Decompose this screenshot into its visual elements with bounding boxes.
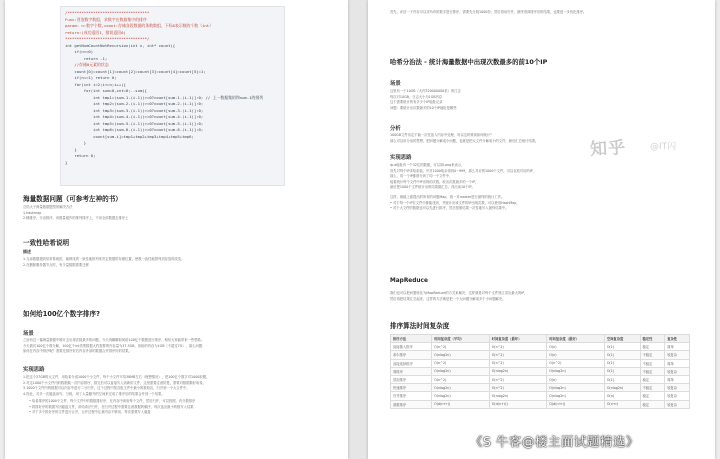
code-line: //存储0元素的状态 [65, 62, 109, 67]
table-cell: 简单 [665, 375, 690, 383]
left-page [5, 0, 348, 459]
table-cell: 稳定 [640, 400, 665, 408]
table-cell: 较复杂 [665, 367, 690, 375]
table-cell: O(n^2) [432, 375, 490, 383]
section-body-scene [23, 338, 335, 355]
table-row [391, 375, 690, 383]
table-row [391, 392, 690, 400]
table-cell: O(d(n+r)) [547, 400, 605, 408]
text-line: 每次对10GB，日志大小为1GB内存 [390, 94, 443, 99]
code-line: count[sum-i]=tmp1+tmp2+tmp3+tmp4+tmp5+tmp6; [65, 133, 194, 139]
code-line: param: n:数字个数,count:存储各段数据的条数数组，下标0表示数的个数（int） [65, 23, 214, 28]
table-cell: O(n^2) [489, 351, 547, 359]
text-line: 2.在删除服务器节点时，有少量数据需要迁移 [23, 262, 89, 267]
text-line: 这里有一个10GB（大约320000000条）的日志 [390, 89, 461, 93]
table-cell: 稳定 [640, 375, 665, 383]
table-cell: 较复杂 [665, 384, 690, 392]
bullet-item: • 哈希排序的1000个文件，每个文件中的数据排好序，在内存中读取每个文件，然后归并，可以按照，有分数排序 [29, 399, 335, 405]
table-cell: O(n) [547, 375, 605, 383]
table-cell: O(n) [547, 351, 605, 359]
code-line: return 0; [65, 153, 96, 158]
table-cell: O(1) [604, 359, 640, 367]
table-row [391, 343, 690, 351]
code-line: return -1; [65, 55, 108, 61]
table-cell: O(nlog2n) [547, 367, 605, 375]
table-cell: O(d(n+r)) [489, 400, 547, 408]
table-cell: O(n^2) [489, 375, 547, 383]
code-block [60, 6, 285, 186]
table-cell: O(n^2) [432, 343, 490, 351]
text-line: 问题：要统计出次数最多的10个IP地址是哪些 [390, 105, 457, 110]
table-cell: O(n^2) [432, 359, 490, 367]
table-cell: 直接选择排序 [391, 359, 432, 367]
table-cell: O(nlog2n) [547, 384, 605, 392]
table-header-cell: 时间复杂度（平均） [432, 335, 490, 343]
impl-text [390, 163, 695, 191]
table-cell: 堆排序 [391, 367, 432, 375]
mapreduce-text [390, 291, 695, 302]
code-line: if(n<=0) [65, 49, 94, 54]
table-cell: 简单 [665, 359, 690, 367]
table-cell: 简单 [665, 343, 690, 351]
code-line: Func:冒泡数字数组，求数字在数据集中的排序 [65, 16, 147, 22]
text-line: 100GB文件肯定不能一次性放入内存中处理，所以这时候该如何统计？ [390, 133, 494, 137]
section-sub-scene: 场景 [23, 331, 34, 337]
title-hash-divide: 哈希分治法 - 统计海量数据中出现次数最多的前10个IP [390, 58, 548, 66]
table-cell: 较复杂 [665, 392, 690, 400]
impl-text-2 [390, 195, 695, 212]
table-cell: 较复杂 [665, 351, 690, 359]
table-cell: 不稳定 [640, 367, 665, 375]
text-line: 这样，就能上面提出的所有的问题Map，统一对master进行最终的统计工作。 [390, 195, 505, 199]
table-cell: O(nlog2n) [432, 351, 490, 359]
text-line: 2.对这1000个小文件内的数据做一次内存排序，排完后可以直接写入到新的文件，这里需要注意的是，需要对数据做好哈希， [23, 380, 206, 385]
text-line: 那么可以用分治的思想，把问题分解成小问题，也就是把大文件分解成小的文件，最后汇总统计结果。 [390, 138, 539, 143]
bottom-watermark: 《S 牛客@楼主面试题精选》 [470, 434, 639, 449]
code-line: } [65, 140, 87, 145]
text-line: 2.桶排序，分治排序，用数量级作的排列排序上，不用全部数据去排序上 [23, 216, 129, 221]
sub-scene: 场景 [390, 81, 401, 87]
text-line: 1.把这个37GB的大文件，用哈希分成1000个小文件，每个小文件平均38MB左右（理想情况），把100亿个数字对1000取模， [23, 375, 210, 379]
table-cell: O(nlog2n) [489, 367, 547, 375]
table-cell: O(nlog2n) [432, 384, 490, 392]
table-cell: O(n^2) [489, 359, 547, 367]
title-sort-complexity: 排序算法时间复杂度 [390, 322, 450, 330]
table-cell: O(n^2) [489, 384, 547, 392]
section-title-sort-10b: 如何给100亿个数字排序? [23, 310, 100, 318]
scene-text [390, 89, 690, 111]
table-cell: O(nlog2n) [604, 384, 640, 392]
code-line: int tmp3=(sum-3-(i-1))>=0?count[sum-3-(i-1)]:0; [65, 107, 204, 113]
section-title-consistent-hash: 一致性哈希说明 [23, 239, 70, 247]
table-cell: 稳定 [640, 392, 665, 400]
code-line: ***********************************/ [65, 36, 150, 41]
title-mapreduce: MapReduce [390, 278, 428, 284]
table-row [391, 400, 690, 408]
sub-impl: 实现思路 [390, 155, 412, 161]
section-body-mass-data [23, 205, 333, 222]
section-sub-impl: 实现思路 [23, 367, 45, 373]
table-cell: O(nlog2n) [432, 367, 490, 375]
table-row [391, 351, 690, 359]
table-cell: O(nlog2n) [432, 392, 490, 400]
code-line: int tmp4=(sum-4-(i-1))>=0?count[sum-4-(i-1)]:0; [65, 114, 204, 119]
code-line: int tmp5=(sum-5-(i-1))>=0?count[sum-5-(i-1)]:0; [65, 120, 204, 126]
table-cell: O(n+r) [604, 400, 640, 408]
table-cell: O(nlog2n) [489, 392, 547, 400]
table-cell: O(n) [604, 392, 640, 400]
table-header-cell: 空间复杂度 [604, 335, 640, 343]
table-cell: O(1) [604, 367, 640, 375]
text-line: 1.当添数据遇到常常系统的，能够找到一致性地排列来决定数据的存储位置，使数一致性地排列到存放时改变。 [23, 257, 185, 261]
table-cell: 稳定 [640, 343, 665, 351]
table-header-cell: 排序方法 [391, 335, 432, 343]
watermark-handle: @IT闪 [650, 142, 677, 152]
table-cell: 归并排序 [391, 392, 432, 400]
table-header-cell: 复杂性 [665, 335, 690, 343]
text-line: 之前有过一篇海量数据中增计去出现次数最多的问题，今天再聊聊如何给100亿个数据进行排序，相信大家能带来一些思路。 [23, 338, 205, 342]
text-line: 那么，同一个IP都被分到了同一个文件中， [390, 174, 453, 179]
table-cell: 冒泡排序 [391, 375, 432, 383]
sub-analysis: 分析 [390, 126, 401, 132]
table-cell: O(1) [604, 351, 640, 359]
code-line: int tmp1=(sum-1-(i-1))>=0?count[sum-1-(i-1)]:0; // 上一数据集的和sum-1的排列 [65, 94, 264, 100]
table-header-cell: 时间复杂度（最好） [547, 335, 605, 343]
table-cell: O(d(n+r)) [432, 400, 490, 408]
table-cell: 快速排序 [391, 384, 432, 392]
section-body-consistent-hash [23, 257, 333, 268]
table-cell: O(1) [604, 375, 640, 383]
text-line: 这个需要统计的有多少个IP地址记录 [390, 100, 443, 105]
text-line: • 对于每一个IP在文件中都能找到，并统计出该文件的IP出现次数，可以使用HashMap， [390, 200, 520, 205]
text-line: 如何在内存中排序呢？需要先排序好后内存外部的数据合并排序好的结果。 [23, 349, 132, 354]
analysis-text [390, 133, 690, 144]
table-cell: 较复杂 [665, 400, 690, 408]
section-title-mass-data: 海量数据问题（可参考左神的书） [23, 195, 122, 203]
table-cell: 希尔排序 [391, 351, 432, 359]
section-bullets-impl [29, 399, 335, 416]
text-line: 总结大于海量数据题型的解决方法 [23, 205, 73, 209]
code-line: int tmp6=(sum-6-(i-1))>=0?count[sum-6-(i-1)]:0; [65, 127, 204, 132]
table-cell: 不稳定 [640, 384, 665, 392]
table-cell: 不稳定 [640, 351, 665, 359]
text-line: ip-e地址有一个32位的数据，可以用Long来表示， [390, 163, 465, 167]
code-line: } [65, 146, 77, 152]
section-body-impl [23, 375, 335, 397]
right-page [368, 0, 715, 459]
text-line: 接着统计每个文件中IP出现的次数，取出次数最多的一个IP， [390, 179, 479, 184]
text-line: • 对于大文件的数据也可以先进行排序，然后按照结果一次性地写入最终结果中。 [390, 206, 509, 211]
complexity-table [390, 334, 690, 409]
table-cell: O(n) [547, 343, 605, 351]
table-header-row [391, 335, 690, 343]
text-line: 首先对每个IP求哈希值，并对1000取余得到0~999，那么对应的1000个文件，可以存放对应的IP， [390, 168, 536, 173]
table-row [391, 367, 690, 375]
bullet-item: • 对于多个排好序的文件进行合并，合并过程中注意内存不够用，每次需要写入磁盘 [29, 410, 335, 416]
code-line: count[0]=count[1]=count[2]=count[3]=count[4]=count[5]=1; [65, 68, 206, 74]
code-line: int getNumCountNotRecursion(int n, int* count){ [65, 42, 176, 48]
table-cell: O(nlog2n) [547, 392, 605, 400]
code-line: } [65, 159, 68, 165]
code-line: for(int i=2;i<=n;i++){ [65, 81, 126, 87]
code-line: /*********************************** [65, 10, 150, 15]
text-line: 然后再把结果汇总起来，这样的方法就是把一个大问题分解成多个小问题解决。 [390, 296, 506, 301]
table-cell: 直接插入排序 [391, 343, 432, 351]
table-header-cell: 稳定性 [640, 335, 665, 343]
text-line: 最后把1000个文件统计出的结果做汇总，得出前10个IP。 [390, 185, 475, 190]
watermark-logo: 知乎 [589, 138, 627, 160]
table-cell: O(n^2) [489, 343, 547, 351]
code-line: int tmp2=(sum-2-(i-1))>=0?count[sum-2-(i-1)]:0; [65, 101, 204, 106]
code-line: if(n==1) return 0; [65, 75, 117, 80]
section-sub-desc: 描述 [23, 249, 31, 254]
text-line: 3.1000个文件内的数据可以内存中进行二分归并。这个过程中按各组文件中最小的数取出，归并到一个大文件中。 [23, 386, 190, 391]
page-gap [348, 0, 368, 459]
table-cell: O(1) [604, 343, 640, 351]
table-header-cell: 时间复杂度（最坏） [489, 335, 547, 343]
table-row [391, 359, 690, 367]
table-cell: 不稳定 [640, 359, 665, 367]
code-line: for(int sum=0,cnt=0;..sum){ [65, 88, 147, 93]
text-line: 4.因此，对多一次磁盘读写，分段，用了大量额外的空间来完成了排序后的结果合并到一个结果。 [23, 391, 165, 396]
text-line: 我们也可以把问题转化为MapReduce的方式来解决，这样就是对每个文件独立求出最大的IP， [390, 291, 528, 295]
table-cell: 基数排序 [391, 400, 432, 408]
table-cell: O(n^2) [547, 359, 605, 367]
text-line: 首先，评估一下内存可以对所有的数字进行排序，需要先分段1000份，然后再用归并，最终得到排序后的结果，也要进一步优化排序。 [390, 10, 587, 14]
intro-text [390, 10, 700, 16]
bullet-item: • 将排好序的数据写回磁盘文件，用哈希法归并，在归并过程中需要注意数据的顺序，每次选出最小的数写入结果 [29, 405, 335, 411]
table-row [391, 384, 690, 392]
text-line: 1.hashmap [23, 210, 42, 215]
code-line: return:(成功返回1，错误返回0) [65, 29, 126, 35]
text-line: 今天我们100亿个数分解，100亿个int类型数据大约需要的内存量为37.3GB，但给的内存为1GB（不超过7G），那么问题： [23, 343, 206, 348]
